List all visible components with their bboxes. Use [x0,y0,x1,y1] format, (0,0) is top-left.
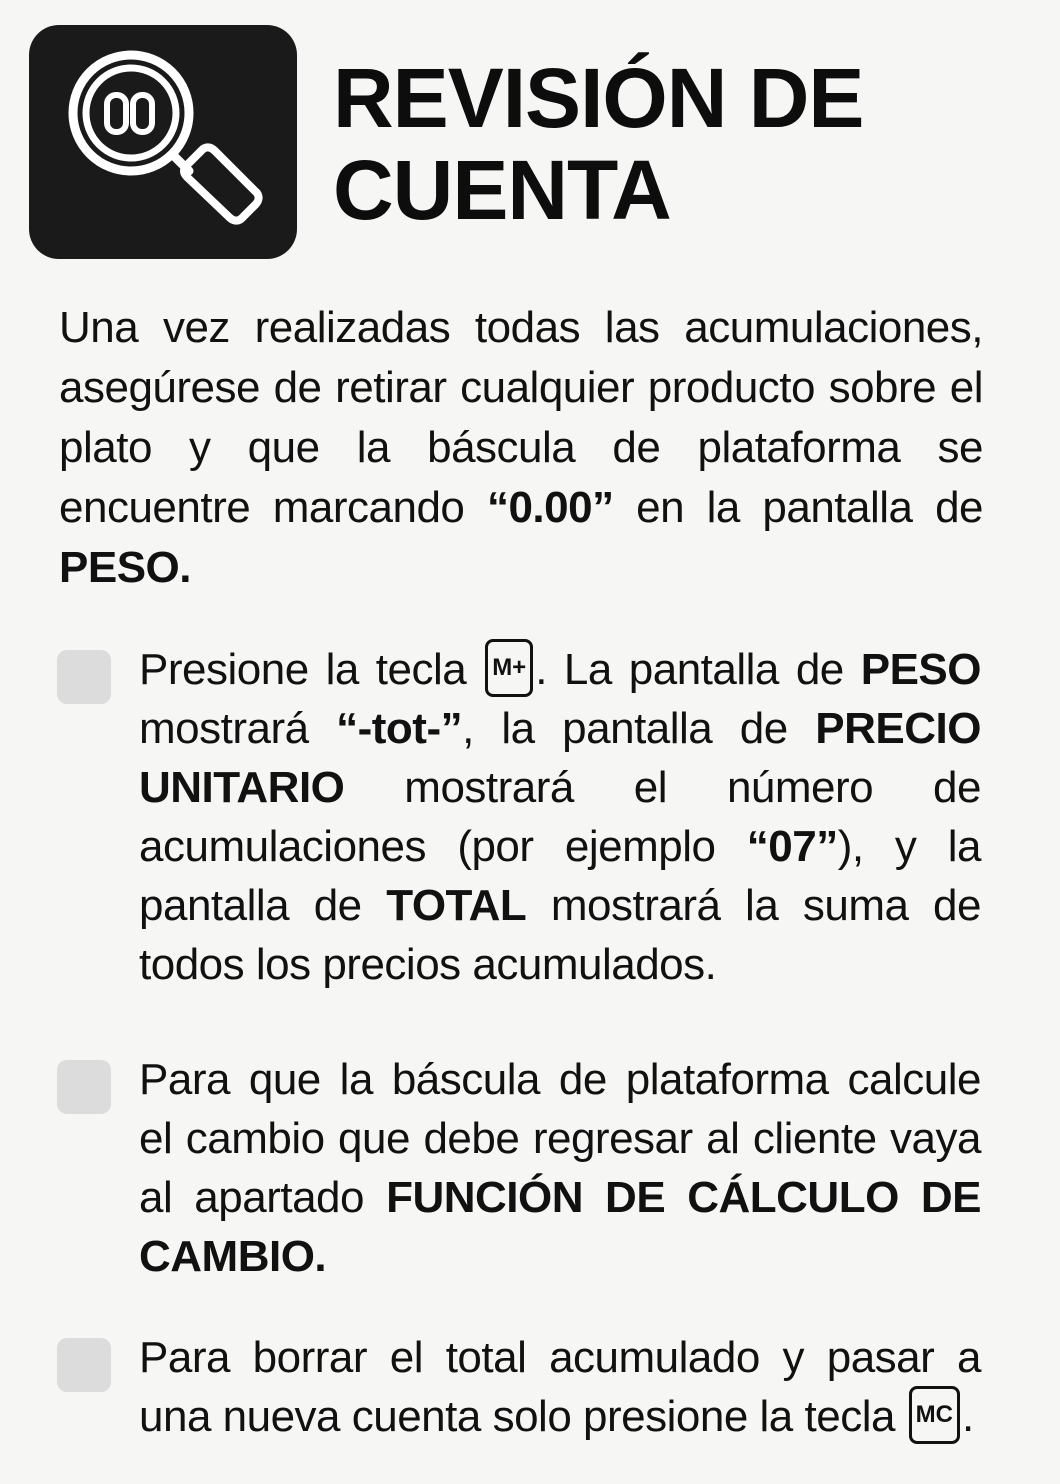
intro-bold-value: “0.00” [486,483,614,532]
step-text-run: mostrará el número de acumulaciones (por ejemplo [139,763,981,871]
step-item-2 [57,1050,981,1286]
step-text-run: Para que la báscula de plataforma calcule el cambio que debe regresar al cliente vaya al apartado [139,1055,981,1222]
step-bold-run: PRECIO UNITARIO [139,704,981,812]
step-text [139,1328,981,1446]
step-text [139,1050,981,1286]
step-text [139,640,981,994]
step-text-run: , la pantalla de [462,704,816,753]
step-bold-run: “07” [746,822,838,871]
step-bold-run: FUNCIÓN DE CÁLCULO DE CAMBIO. [139,1173,981,1281]
step-bold-run: “-tot-” [336,704,463,753]
step-item-1 [57,640,981,994]
page-title [333,52,863,236]
step-item-3 [57,1328,981,1446]
title-line-1: REVISIÓN DE [333,51,864,145]
header-icon-tile [29,25,297,259]
intro-text: Una vez realizadas todas las acumulaciones, asegúrese de retirar cualquier producto sobre el plato y que la báscula de plataforma se encuentre marcando [59,303,983,532]
m-plus-key-icon: M+ [485,639,533,697]
step-text-run: Para borrar el total acumulado y pasar a una nueva cuenta solo presione la tecla [139,1333,981,1441]
step-text-run: mostrará [139,704,337,753]
intro-bold-label: PESO. [59,543,191,592]
intro-paragraph [59,298,983,598]
step-bullet [57,650,111,704]
step-text-run: . La pantalla de [535,645,861,694]
title-line-2: CUENTA [333,143,671,237]
magnifier-icon [29,25,297,259]
mc-key-icon: MC [909,1386,960,1444]
step-bullet [57,1060,111,1114]
intro-text: en la pantalla de [613,483,984,532]
step-text-run: . [962,1392,974,1441]
step-bold-run: PESO [860,645,981,694]
step-text-run: Presione la tecla [139,645,484,694]
step-text-run: ), y la pantalla de [139,822,981,930]
step-bullet [57,1338,111,1392]
step-bold-run: TOTAL [386,881,527,930]
step-text-run: mostrará la suma de todos los precios acumulados. [139,881,981,989]
